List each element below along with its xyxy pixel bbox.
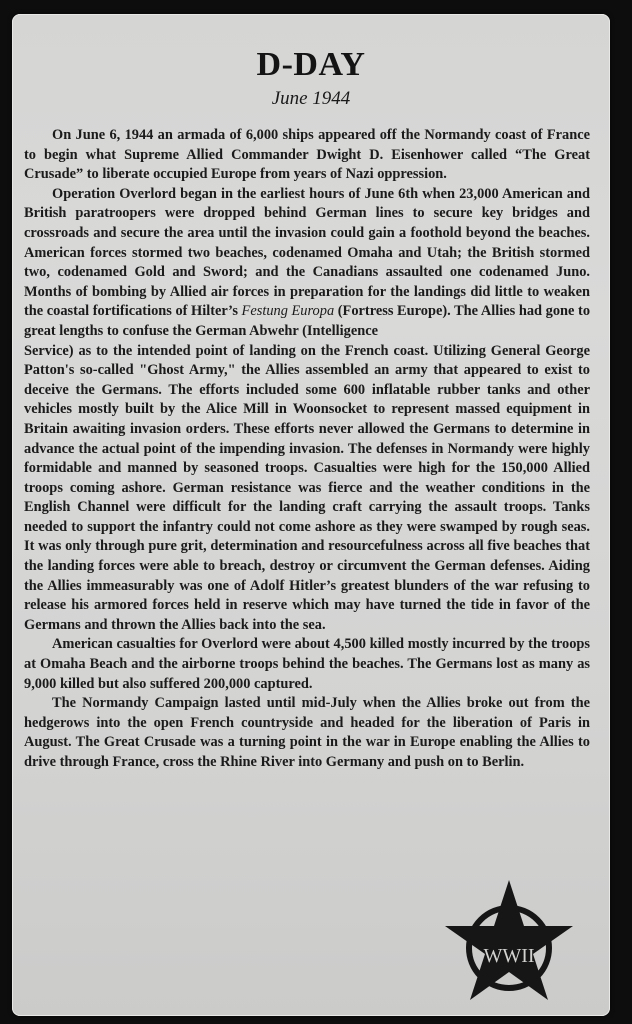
paragraph-campaign: The Normandy Campaign lasted until mid-July when the Allies broke out from the hedgerows into the open French countryside and headed for the liberation of Paris in August. The Great Crusade was a turning point in the war in Europe enabling the Allies to drive through France, cross the Rhine River into Germany and push on to Berlin.	[24, 695, 590, 770]
paragraph-overlord-text: Operation Overlord began in the earliest hours of June 6th when 23,000 American and British paratroopers were dropped behind German lines to secure key bridges and crossroads and secure the area until the invasion could gain a foothold beyond the beaches. American forces stormed two beaches, codenamed Omaha and Utah; the British stormed two, codenamed Gold and Sword; and the Canadians assaulted one codenamed Juno. Months of bombing by Allied air forces in preparation for the landings did little to weaken the coastal fortifications of Hilter’s	[24, 185, 590, 320]
emblem-star	[445, 880, 573, 1000]
paragraph-ghost-army: Service) as to the intended point of landing on the French coast. Utilizing General George Patton's so-called "Ghost Army," the Allies assembled an army that appeared to exist to deceive the Germans. The efforts included some 600 inflatable rubber tanks and other vehicles mostly built by the Alice Mill in Woonsocket to represent massed equipment in Britain awaiting invasion orders. These efforts never allowed the Germans to determine in advance the actual point of the impending invasion. The defenses in Normandy were highly formidable and manned by seasoned troops. Casualties were high for the 150,000 Allied troops coming ashore. German resistance was fierce and the weather conditions in the English Channel were difficult for the landing craft carrying the assault troops. Tanks needed to support the infantry could not come ashore as they were swamped by rough seas. It was only through pure grit, determination and resourcefulness across all five beaches that the landing forces were able to breach, destroy or circumvent the German defenses. Aiding the Allies immeasurably was one of Adolf Hitler’s greatest blunders of the war refusing to release his armored forces held in reserve which may have turned the tide in favor of the Germans and thrown the Allies back into the sea.	[24, 342, 590, 633]
plaque-title: D-DAY	[256, 46, 366, 83]
emblem-label: WWII	[483, 945, 535, 967]
paragraph-casualties: American casualties for Overlord were about 4,500 killed mostly incurred by the troops at Omaha Beach and the airborne troops behind the beaches. The Germans lost as many as 9,000 killed but also suffered 200,000 captured.	[24, 636, 590, 692]
festung-europa-text: Festung Europa	[241, 303, 335, 320]
paragraph-overlord-end: (Fortress Europe). The Allies had gone to great lengths to confuse the German Abwehr (Intelligence	[24, 303, 591, 339]
paragraph-overlord	[24, 185, 590, 342]
ww2-star-emblem-icon	[442, 876, 576, 1006]
paragraph-intro: On June 6, 1944 an armada of 6,000 ships appeared off the Normandy coast of France to begin what Supreme Allied Commander Dwight D. Eisenhower called “The Great Crusade” to liberate occupied Europe from years of Nazi oppression.	[24, 127, 590, 183]
memorial-plaque	[12, 14, 610, 1016]
plaque-subtitle: June 1944	[271, 88, 351, 109]
plaque-body	[24, 126, 590, 773]
